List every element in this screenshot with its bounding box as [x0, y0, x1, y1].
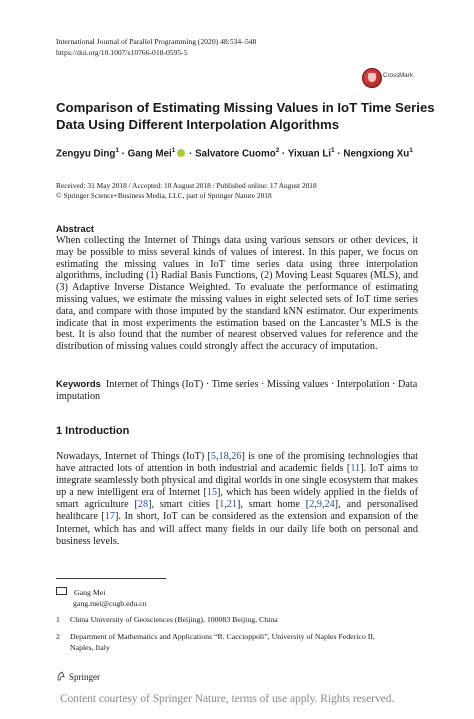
author-name[interactable]: Salvatore Cuomo [195, 148, 276, 160]
author-affiliation: 2 [275, 147, 280, 154]
citation-link[interactable]: 17 [104, 511, 115, 523]
citation-link[interactable]: 1 [219, 499, 225, 511]
intro-text-segment: , [314, 499, 317, 511]
contact-footnote [56, 587, 147, 609]
intro-text-segment: ] is one of the promising technologies that have attracted lots of attention in both industrial and academic fields [ [56, 451, 418, 475]
doi-link[interactable]: https://doi.org/10.1007/s10766-018-0595-5 [56, 47, 188, 57]
author-list: Zengyu Ding$^1$ · Gang Mei$^1$ · Salvatore Cuomo$^2$ · Yixuan $Li^1$ · Nengxiong Xu$^1$ [56, 147, 413, 160]
citation-link[interactable]: 18 [218, 451, 229, 462]
intro-text-segment: Nowadays, Internet of Things (IoT) [ [56, 451, 211, 462]
citation-link[interactable]: 2 [309, 499, 315, 511]
keywords [56, 378, 418, 403]
publisher-name: Springer [69, 672, 100, 682]
journal-header [56, 37, 256, 58]
intro-text-segment: ], which has been widely applied in the fields of smart agriculture [ [56, 487, 418, 511]
affiliation-footnote [56, 615, 278, 626]
affiliation-footnote [56, 632, 396, 653]
dates-line: Received: 31 May 2018 / Accepted: 10 August 2018 / Published online: 17 August 2018 [56, 181, 317, 190]
citation-link[interactable]: 28 [137, 499, 149, 511]
intro-text-segment: , [321, 499, 325, 511]
author-affiliation: 1 [171, 147, 176, 154]
citation-link[interactable]: 11 [350, 463, 361, 475]
keywords-label: Keywords [56, 378, 101, 389]
envelope-icon [56, 587, 67, 595]
abstract-heading: Abstract [56, 223, 95, 234]
section-heading: 1 Introduction [56, 425, 130, 437]
citation-link[interactable]: 15 [206, 487, 218, 499]
contact-name: Gang Mei [74, 588, 106, 597]
author-affiliation: 1 [331, 147, 335, 154]
paper-title: Comparison of Estimating Missing Values in IoT Time Series Data Using Different Interpolation Algorithms [56, 100, 435, 132]
citation-link[interactable]: 24 [324, 499, 335, 511]
affiliation-number: 2 [56, 632, 60, 641]
affiliation-number: 1 [56, 615, 60, 624]
intro-text-segment: , [215, 451, 219, 462]
springer-horse-icon [56, 671, 66, 681]
abstract-text: When collecting the Internet of Things data using various sensors or other devices, it may be possible to miss several kinds of values of interest. In this paper, we focus on estimating the missing values in IoT time series data using three interpolation algorithms, including (1) Radial Basis Functions, (2) Moving Least Squares (MLS), and (3) Adaptive Inverse Distance Weighted. To evaluate the performance of estimating missing values, we estimate the missing values in eight selected sets of IoT time series data, and compare with those imputed by the standard kNN estimator. Our experiments indicate that in most experiments the estimation based on the Lancaster’s MLS is the best. It is also found that the number of nearest observed values for reference and the distribution of missing values could strongly affect the accuracy of imputation. [56, 235, 418, 353]
intro-text-segment: ]. In short, IoT can be considered as the extension and expansion of the Internet, which has and will affect many fields in our daily life both on personal and business levels. [56, 511, 418, 547]
intro-text-segment: ], and personalised healthcare [ [56, 499, 418, 523]
affiliation-text: Department of Mathematics and Applications “R. Caccioppoli”, University of Naples Federico II, Naples, Italy [70, 632, 375, 652]
citation-link[interactable]: 26 [231, 451, 242, 462]
affiliation-text: China University of Geosciences (Beijing), 100083 Beijing, China [70, 615, 278, 624]
crossmark-icon [362, 68, 382, 88]
author-name[interactable]: Yixuan Li [287, 148, 332, 160]
contact-email[interactable]: gang.mei@cugb.edu.cn [73, 598, 147, 608]
crossmark-label: CrossMark [383, 72, 413, 79]
introduction-text [56, 451, 418, 548]
intro-text-segment: , [224, 499, 227, 511]
intro-text-segment: ], smart cities [ [148, 499, 220, 511]
footnote-divider [56, 578, 166, 579]
citation-link[interactable]: 21 [226, 499, 237, 511]
publisher-logo [56, 671, 100, 682]
orcid-icon[interactable] [177, 149, 185, 157]
intro-text-segment: ]. IoT aims to integrate seamlessly both physical and digital worlds in one single ecosystem that makes up a new intelligent era of Internet [ [56, 463, 418, 499]
crossmark-badge[interactable] [362, 68, 422, 90]
author-affiliation: 1 [115, 147, 119, 154]
author-name[interactable]: Zengyu Ding [56, 148, 116, 160]
author-affiliation: 1 [409, 147, 413, 154]
journal-citation: International Journal of Parallel Programming (2020) 48:534–548 [56, 37, 257, 46]
copyright-line: © Springer Science+Business Media, LLC, part of Springer Nature 2018 [56, 191, 272, 201]
citation-link[interactable]: 5 [210, 451, 216, 462]
keywords-text: Internet of Things (IoT) · Time series · Missing values · Interpolation · Data imputation [56, 379, 418, 402]
citation-link[interactable]: 9 [316, 499, 322, 511]
intro-text-segment: , [228, 451, 232, 462]
courtesy-notice: Content courtesy of Springer Nature, terms of use apply. Rights reserved. [60, 693, 395, 705]
intro-text-segment: ], smart home [ [236, 499, 310, 511]
publication-dates [56, 181, 317, 202]
author-name[interactable]: Gang Mei [127, 148, 172, 160]
author-name[interactable]: Nengxiong Xu [343, 148, 410, 160]
